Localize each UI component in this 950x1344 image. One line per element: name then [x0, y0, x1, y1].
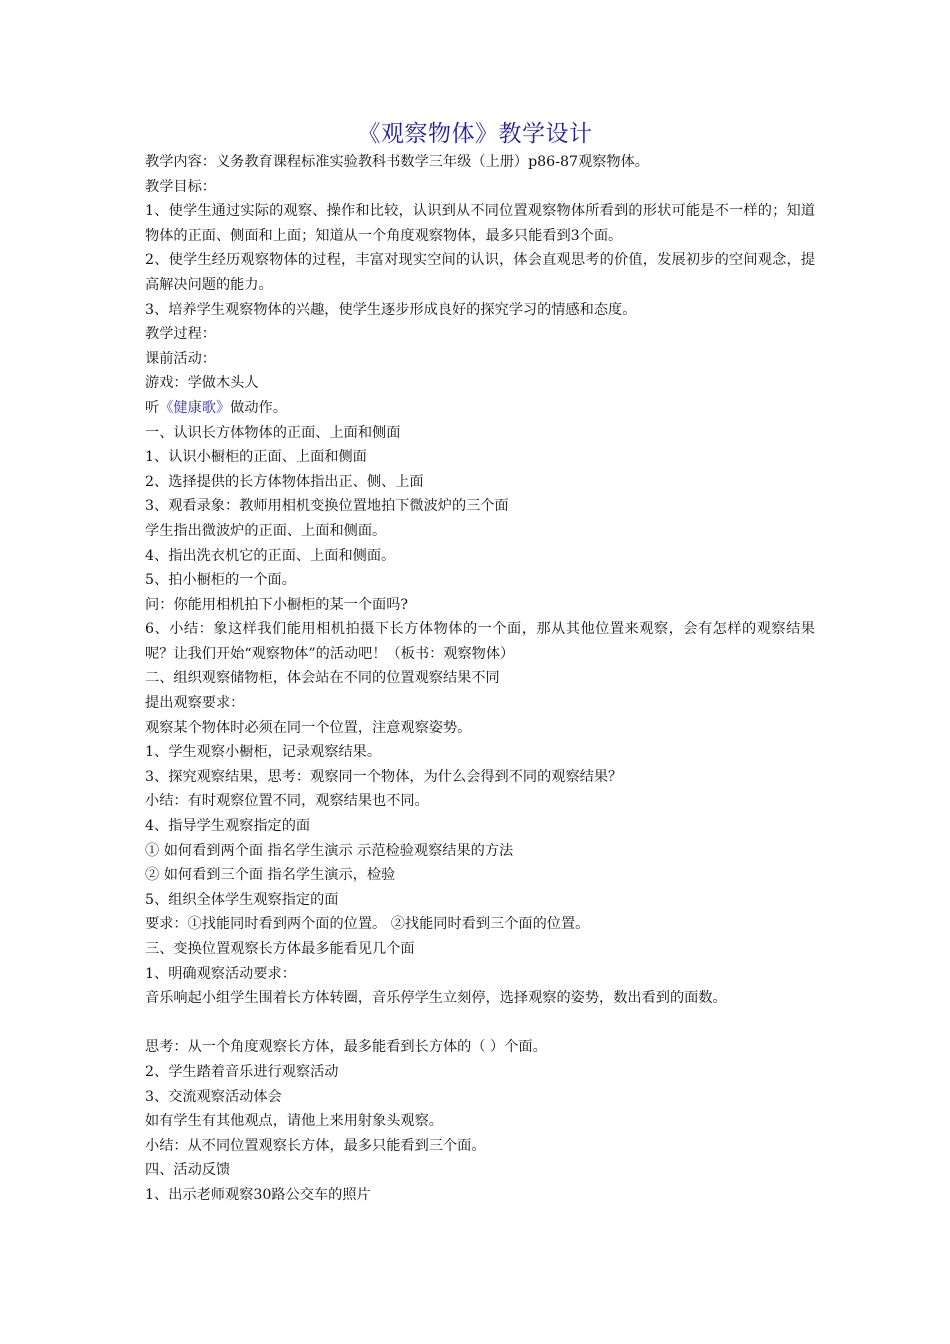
teaching-content-line: 教学内容：义务教育课程标准实验教科书数学三年级（上册）p86-87观察物体。	[145, 154, 649, 170]
list-item: 2、学生踏着音乐进行观察活动	[145, 1063, 339, 1080]
list-item: ① 如何看到两个面 指名学生演示 示范检验观察结果的方法	[145, 842, 514, 859]
song-prefix: 听	[145, 399, 160, 416]
list-item: 2、选择提供的长方体物体指出正、侧、上面	[145, 473, 424, 490]
section-1-heading: 一、认识长方体物体的正面、上面和侧面	[145, 424, 401, 441]
game-line: 游戏：学做木头人	[145, 375, 259, 392]
summary-paragraph: 6、小结：象这样我们能用相机拍摄下长方体物体的一个面，那从其他位置来观察，会有怎样的观察结果呢？让我们开始“观察物体”的活动吧！（板书：观察物体）	[145, 621, 815, 662]
list-item: 1、学生观察小橱柜，记录观察结果。	[145, 744, 382, 761]
list-item: 要求：①找能同时看到两个面的位置。 ②找能同时看到三个面的位置。	[145, 916, 590, 933]
document-body	[145, 150, 815, 1208]
list-item: 思考：从一个角度观察长方体，最多能看到长方体的（ ）个面。	[145, 1039, 547, 1056]
list-item: 1、明确观察活动要求：	[145, 965, 296, 982]
list-item: 4、指导学生观察指定的面	[145, 818, 311, 835]
list-item: 提出观察要求：	[145, 695, 245, 712]
list-item: 3、观看录象：教师用相机变换位置地拍下微波炉的三个面	[145, 498, 509, 515]
list-item: 学生指出微波炉的正面、上面和侧面。	[145, 522, 387, 539]
section-3-heading: 三、变换位置观察长方体最多能看见几个面	[145, 941, 415, 957]
teaching-process-heading: 教学过程：	[145, 326, 216, 343]
teaching-goals-heading: 教学目标：	[145, 178, 216, 195]
blank-line	[145, 1011, 815, 1036]
song-line	[145, 396, 815, 421]
section-2-heading: 二、组织观察储物柜，体会站在不同的位置观察结果不同	[145, 670, 500, 687]
goal-2: 2、使学生经历观察物体的过程，丰富对现实空间的认识，体会直观思考的价值，发展初步的空间观念，提高解决问题的能力。	[145, 252, 815, 293]
list-item: 1、出示老师观察30路公交车的照片	[145, 1186, 371, 1203]
list-item: 小结：有时观察位置不同，观察结果也不同。	[145, 793, 429, 810]
list-item: 5、组织全体学生观察指定的面	[145, 891, 339, 908]
list-item: 3、探究观察结果，思考：观察同一个物体，为什么会得到不同的观察结果？	[145, 768, 623, 785]
list-item: 5、拍小橱柜的一个面。	[145, 572, 296, 589]
music-activity-paragraph: 音乐响起小组学生围着长方体转圈，音乐停学生立刻停，选择观察的姿势，数出看到的面数。	[145, 990, 727, 1007]
list-item: 3、交流观察活动体会	[145, 1088, 282, 1105]
goal-3: 3、培养学生观察物体的兴趣，使学生逐步形成良好的探究学习的情感和态度。	[145, 301, 637, 318]
list-item: 如有学生有其他观点，请他上来用射象头观察。	[145, 1113, 443, 1130]
goal-1: 1、使学生通过实际的观察、操作和比较，认识到从不同位置观察物体所看到的形状可能是不一样的；知道物体的正面、侧面和上面；知道从一个角度观察物体，最多只能看到3个面。	[145, 203, 815, 244]
question-line: 问：你能用相机拍下小橱柜的某一个面吗?	[145, 596, 408, 613]
list-item: 4、指出洗衣机它的正面、上面和侧面。	[145, 547, 396, 564]
pre-class-activity: 课前活动：	[145, 350, 216, 367]
list-item: ② 如何看到三个面 指名学生演示，检验	[145, 867, 396, 884]
document-title: 《观察物体》教学设计	[357, 121, 593, 147]
list-item: 小结：从不同位置观察长方体，最多只能看到三个面。	[145, 1137, 486, 1154]
list-item: 观察某个物体时必须在同一个位置，注意观察姿势。	[145, 719, 472, 736]
song-suffix: 做动作。	[230, 399, 287, 416]
list-item: 1、认识小橱柜的正面、上面和侧面	[145, 449, 367, 466]
song-link[interactable]: 《健康歌》	[159, 399, 231, 416]
section-4-heading: 四、活动反馈	[145, 1162, 231, 1179]
